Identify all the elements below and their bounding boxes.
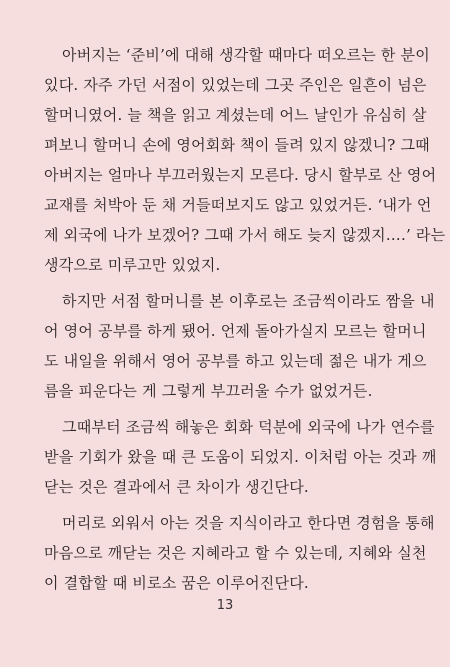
text-line: 하지만 서점 할머니를 본 이후로는 조금씩이라도 짬을 내 [62,292,435,310]
text-line: 어 영어 공부를 하게 됐어. 언제 돌아가실지 모르는 할머니 [44,322,427,340]
text-line: 아버지는 얼마나 부끄러웠는지 모른다. 당시 할부로 산 영어 [44,166,437,184]
text-line: 할머니였어. 늘 책을 읽고 계셨는데 어느 날인가 유심히 살 [44,106,427,124]
text-line: 름을 피운다는 게 그렇게 부끄러울 수가 없었거든. [44,382,373,400]
paragraph [44,412,437,502]
text-line: 생각으로 미루고만 있었지. [44,256,221,274]
text-line: 머리로 외워서 아는 것을 지식이라고 한다면 경험을 통해 [62,514,435,532]
text-line: 이 결합할 때 비로소 꿈은 이루어진단다. [44,574,309,592]
text-line: 마음으로 깨닫는 것은 지혜라고 할 수 있는데, 지혜와 실천 [44,544,427,562]
text-line: 제 외국에 나가 보겠어? 그때 가서 해도 늦지 않겠지….’ 라는 [44,226,446,244]
paragraph [44,508,435,598]
page-number: 13 [216,598,234,613]
text-line: 펴보니 할머니 손에 영어회화 책이 들려 있지 않겠니? 그때 [44,136,430,154]
text-line: 있다. 자주 가던 서점이 있었는데 그곳 주인은 일흔이 넘은 [44,76,427,94]
text-line: 그때부터 조금씩 해놓은 회화 덕분에 외국에 나가 연수를 [62,418,435,436]
paragraph [44,40,446,280]
text-line: 교재를 처박아 둔 채 거들떠보지도 않고 있었거든. ‘내가 언 [44,196,432,214]
text-line: 도 내일을 위해서 영어 공부를 하고 있는데 젊은 내가 게으 [44,352,427,370]
text-line: 아버지는 ‘준비’에 대해 생각할 때마다 떠오르는 한 분이 [62,46,430,64]
text-line: 받을 기회가 왔을 때 큰 도움이 되었지. 이처럼 아는 것과 깨 [44,448,437,466]
paragraph [44,286,435,406]
body-text [44,40,446,598]
text-line: 닫는 것은 결과에서 큰 차이가 생긴단다. [44,478,309,496]
